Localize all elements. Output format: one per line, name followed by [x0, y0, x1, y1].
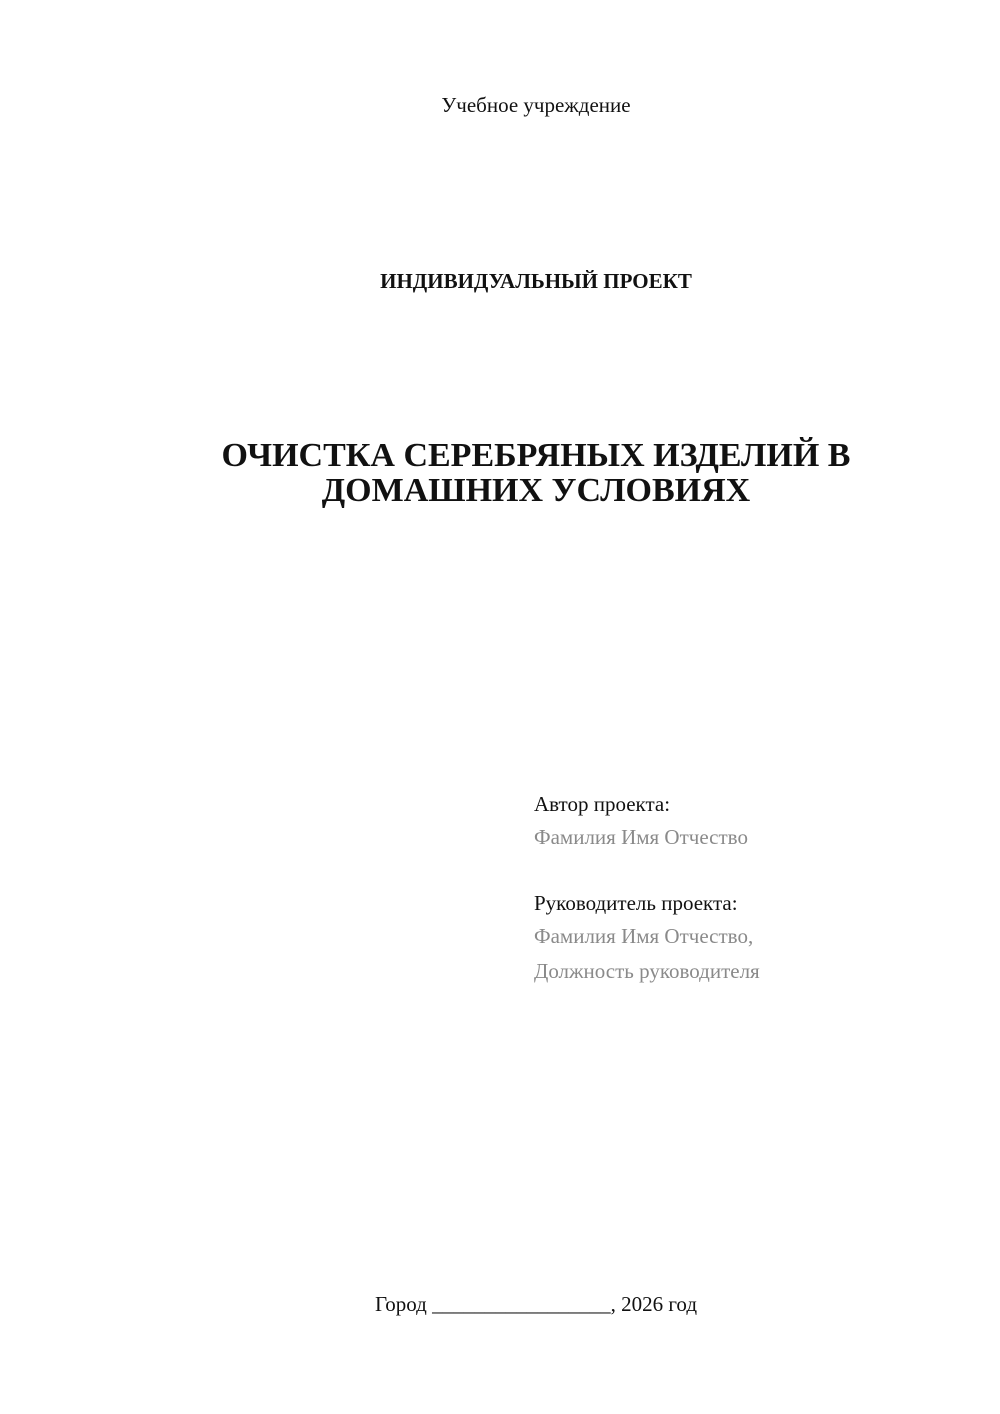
author-label: Автор проекта: — [534, 792, 671, 816]
project-type-heading: ИНДИВИДУАЛЬНЫЙ ПРОЕКТ — [380, 269, 692, 293]
project-title-line-2: ДОМАШНИХ УСЛОВИЯХ — [321, 472, 751, 509]
institution-name: Учебное учреждение — [441, 93, 631, 117]
supervisor-name-placeholder: Фамилия Имя Отчество, — [534, 924, 754, 948]
project-title — [0, 438, 1000, 508]
supervisor-label: Руководитель проекта: — [534, 891, 738, 915]
author-name-placeholder: Фамилия Имя Отчество — [534, 825, 748, 849]
project-info-block — [534, 790, 954, 989]
city-year-line: Город _________________, 2026 год — [374, 1292, 698, 1316]
supervisor-position-placeholder: Должность руководителя — [534, 959, 760, 983]
project-title-line-1: ОЧИСТКА СЕРЕБРЯНЫХ ИЗДЕЛИЙ В — [221, 437, 851, 474]
